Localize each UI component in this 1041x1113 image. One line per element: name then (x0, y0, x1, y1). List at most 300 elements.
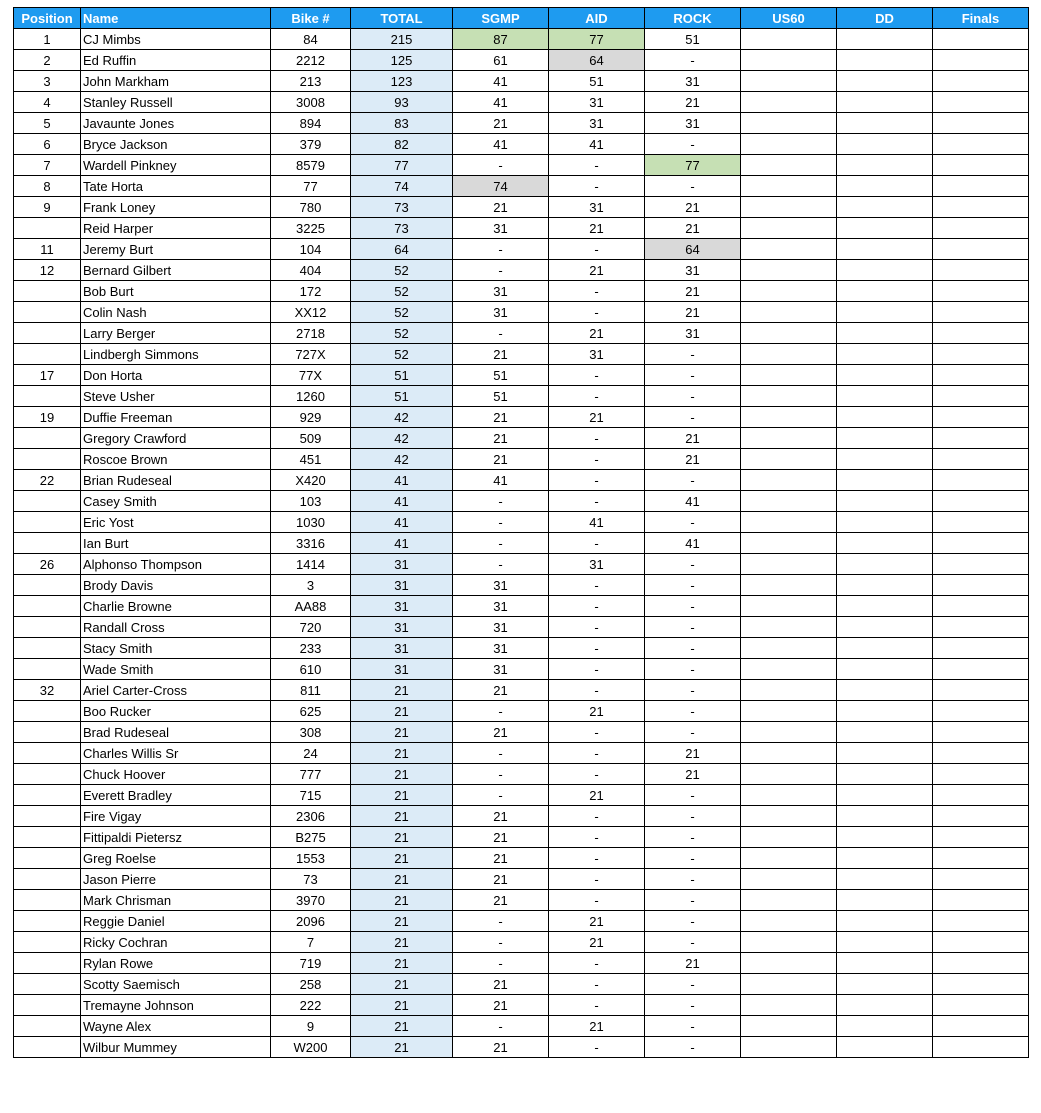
sgmp-cell: 21 (453, 1037, 549, 1058)
position-cell (14, 302, 81, 323)
table-row (14, 827, 1029, 848)
dd-cell (837, 533, 933, 554)
position-cell (14, 596, 81, 617)
finals-cell (933, 407, 1029, 428)
aid-cell: 77 (549, 29, 645, 50)
position-cell (14, 449, 81, 470)
rock-cell: - (645, 1016, 741, 1037)
sgmp-cell: 21 (453, 995, 549, 1016)
dd-cell (837, 617, 933, 638)
aid-cell: - (549, 890, 645, 911)
position-cell (14, 218, 81, 239)
dd-cell (837, 869, 933, 890)
position-cell (14, 428, 81, 449)
name-cell: Frank Loney (81, 197, 271, 218)
total-cell: 52 (351, 344, 453, 365)
dd-cell (837, 428, 933, 449)
table-row (14, 449, 1029, 470)
finals-cell (933, 617, 1029, 638)
name-cell: CJ Mimbs (81, 29, 271, 50)
sgmp-cell: 31 (453, 659, 549, 680)
dd-cell (837, 323, 933, 344)
us60-cell (741, 722, 837, 743)
aid-cell: - (549, 764, 645, 785)
position-cell: 3 (14, 71, 81, 92)
name-cell: Ian Burt (81, 533, 271, 554)
us60-cell (741, 827, 837, 848)
name-cell: Wardell Pinkney (81, 155, 271, 176)
total-cell: 77 (351, 155, 453, 176)
aid-cell: 31 (549, 554, 645, 575)
finals-cell (933, 491, 1029, 512)
total-cell: 31 (351, 596, 453, 617)
rock-cell: - (645, 680, 741, 701)
sgmp-cell: 21 (453, 449, 549, 470)
rock-cell: - (645, 344, 741, 365)
aid-cell: 64 (549, 50, 645, 71)
us60-cell (741, 176, 837, 197)
dd-cell (837, 575, 933, 596)
dd-cell (837, 995, 933, 1016)
bike-number-cell: 84 (271, 29, 351, 50)
position-cell (14, 785, 81, 806)
us60-cell (741, 953, 837, 974)
table-row (14, 407, 1029, 428)
us60-cell (741, 470, 837, 491)
table-row (14, 575, 1029, 596)
us60-cell (741, 155, 837, 176)
name-cell: Jeremy Burt (81, 239, 271, 260)
us60-cell (741, 596, 837, 617)
aid-cell: 41 (549, 134, 645, 155)
us60-cell (741, 932, 837, 953)
bike-number-cell: W200 (271, 1037, 351, 1058)
name-cell: Fire Vigay (81, 806, 271, 827)
position-cell (14, 344, 81, 365)
finals-cell (933, 764, 1029, 785)
bike-number-cell: 720 (271, 617, 351, 638)
rock-cell: - (645, 176, 741, 197)
rock-cell: - (645, 659, 741, 680)
table-row (14, 260, 1029, 281)
dd-cell (837, 134, 933, 155)
rock-cell: - (645, 869, 741, 890)
table-row (14, 113, 1029, 134)
name-cell: Reid Harper (81, 218, 271, 239)
dd-cell (837, 764, 933, 785)
sgmp-cell: 21 (453, 680, 549, 701)
name-cell: Tremayne Johnson (81, 995, 271, 1016)
bike-number-cell: 509 (271, 428, 351, 449)
rock-cell: - (645, 596, 741, 617)
position-cell (14, 911, 81, 932)
finals-cell (933, 470, 1029, 491)
rock-cell: 31 (645, 71, 741, 92)
dd-cell (837, 680, 933, 701)
aid-cell: - (549, 659, 645, 680)
table-row (14, 323, 1029, 344)
aid-cell: - (549, 743, 645, 764)
finals-cell (933, 218, 1029, 239)
rock-cell: 41 (645, 491, 741, 512)
rock-cell: 31 (645, 260, 741, 281)
finals-cell (933, 71, 1029, 92)
header-total: TOTAL (351, 8, 453, 29)
position-cell (14, 953, 81, 974)
rock-cell: - (645, 806, 741, 827)
name-cell: Wade Smith (81, 659, 271, 680)
position-cell (14, 575, 81, 596)
us60-cell (741, 848, 837, 869)
rock-cell: 21 (645, 743, 741, 764)
total-cell: 21 (351, 1016, 453, 1037)
us60-cell (741, 701, 837, 722)
us60-cell (741, 911, 837, 932)
dd-cell (837, 722, 933, 743)
bike-number-cell: 9 (271, 1016, 351, 1037)
position-cell (14, 932, 81, 953)
finals-cell (933, 638, 1029, 659)
us60-cell (741, 386, 837, 407)
table-row (14, 806, 1029, 827)
name-cell: Reggie Daniel (81, 911, 271, 932)
bike-number-cell: 780 (271, 197, 351, 218)
dd-cell (837, 554, 933, 575)
total-cell: 123 (351, 71, 453, 92)
name-cell: Greg Roelse (81, 848, 271, 869)
standings-table (13, 7, 1029, 1058)
name-cell: Wilbur Mummey (81, 1037, 271, 1058)
total-cell: 21 (351, 995, 453, 1016)
sgmp-cell: 87 (453, 29, 549, 50)
rock-cell: 21 (645, 302, 741, 323)
table-row (14, 680, 1029, 701)
total-cell: 42 (351, 428, 453, 449)
bike-number-cell: B275 (271, 827, 351, 848)
rock-cell: - (645, 365, 741, 386)
us60-cell (741, 260, 837, 281)
sgmp-cell: 61 (453, 50, 549, 71)
us60-cell (741, 890, 837, 911)
table-row (14, 848, 1029, 869)
bike-number-cell: 8579 (271, 155, 351, 176)
total-cell: 52 (351, 281, 453, 302)
aid-cell: 21 (549, 260, 645, 281)
bike-number-cell: 1414 (271, 554, 351, 575)
position-cell (14, 1037, 81, 1058)
aid-cell: - (549, 1037, 645, 1058)
table-row (14, 1037, 1029, 1058)
total-cell: 42 (351, 449, 453, 470)
name-cell: Chuck Hoover (81, 764, 271, 785)
position-cell (14, 995, 81, 1016)
name-cell: Bryce Jackson (81, 134, 271, 155)
finals-cell (933, 512, 1029, 533)
position-cell: 2 (14, 50, 81, 71)
us60-cell (741, 302, 837, 323)
bike-number-cell: 3 (271, 575, 351, 596)
dd-cell (837, 659, 933, 680)
dd-cell (837, 932, 933, 953)
sgmp-cell: - (453, 701, 549, 722)
finals-cell (933, 29, 1029, 50)
total-cell: 41 (351, 491, 453, 512)
sgmp-cell: 41 (453, 92, 549, 113)
dd-cell (837, 29, 933, 50)
sgmp-cell: - (453, 260, 549, 281)
name-cell: Ed Ruffin (81, 50, 271, 71)
position-cell (14, 617, 81, 638)
total-cell: 21 (351, 764, 453, 785)
bike-number-cell: 404 (271, 260, 351, 281)
position-cell (14, 659, 81, 680)
position-cell: 22 (14, 470, 81, 491)
table-row (14, 29, 1029, 50)
bike-number-cell: X420 (271, 470, 351, 491)
us60-cell (741, 365, 837, 386)
name-cell: Lindbergh Simmons (81, 344, 271, 365)
finals-cell (933, 827, 1029, 848)
total-cell: 52 (351, 302, 453, 323)
aid-cell: - (549, 596, 645, 617)
position-cell: 17 (14, 365, 81, 386)
rock-cell: - (645, 50, 741, 71)
total-cell: 21 (351, 701, 453, 722)
dd-cell (837, 449, 933, 470)
rock-cell: - (645, 827, 741, 848)
finals-cell (933, 197, 1029, 218)
sgmp-cell: 31 (453, 302, 549, 323)
table-row (14, 932, 1029, 953)
rock-cell: - (645, 512, 741, 533)
name-cell: Rylan Rowe (81, 953, 271, 974)
name-cell: Wayne Alex (81, 1016, 271, 1037)
total-cell: 41 (351, 470, 453, 491)
table-row (14, 491, 1029, 512)
us60-cell (741, 785, 837, 806)
dd-cell (837, 386, 933, 407)
rock-cell: 21 (645, 92, 741, 113)
finals-cell (933, 281, 1029, 302)
us60-cell (741, 344, 837, 365)
total-cell: 51 (351, 365, 453, 386)
rock-cell: - (645, 701, 741, 722)
dd-cell (837, 407, 933, 428)
us60-cell (741, 449, 837, 470)
header-row (14, 8, 1029, 29)
us60-cell (741, 428, 837, 449)
name-cell: Alphonso Thompson (81, 554, 271, 575)
name-cell: Randall Cross (81, 617, 271, 638)
bike-number-cell: 104 (271, 239, 351, 260)
total-cell: 31 (351, 554, 453, 575)
aid-cell: - (549, 638, 645, 659)
position-cell (14, 806, 81, 827)
name-cell: Stanley Russell (81, 92, 271, 113)
finals-cell (933, 449, 1029, 470)
rock-cell: - (645, 848, 741, 869)
aid-cell: 31 (549, 92, 645, 113)
sgmp-cell: 31 (453, 617, 549, 638)
rock-cell: 41 (645, 533, 741, 554)
dd-cell (837, 806, 933, 827)
name-cell: Gregory Crawford (81, 428, 271, 449)
bike-number-cell: 2096 (271, 911, 351, 932)
position-cell (14, 848, 81, 869)
position-cell: 7 (14, 155, 81, 176)
us60-cell (741, 974, 837, 995)
header-us60: US60 (741, 8, 837, 29)
position-cell (14, 386, 81, 407)
position-cell (14, 281, 81, 302)
dd-cell (837, 785, 933, 806)
bike-number-cell: 2718 (271, 323, 351, 344)
table-row (14, 428, 1029, 449)
rock-cell: - (645, 995, 741, 1016)
total-cell: 82 (351, 134, 453, 155)
total-cell: 21 (351, 806, 453, 827)
finals-cell (933, 92, 1029, 113)
aid-cell: - (549, 806, 645, 827)
sgmp-cell: - (453, 512, 549, 533)
aid-cell: 21 (549, 932, 645, 953)
name-cell: Brian Rudeseal (81, 470, 271, 491)
name-cell: Tate Horta (81, 176, 271, 197)
aid-cell: - (549, 239, 645, 260)
dd-cell (837, 491, 933, 512)
sgmp-cell: - (453, 932, 549, 953)
table-row (14, 239, 1029, 260)
sgmp-cell: - (453, 743, 549, 764)
rock-cell: 31 (645, 113, 741, 134)
rock-cell: - (645, 932, 741, 953)
table-row (14, 134, 1029, 155)
aid-cell: - (549, 869, 645, 890)
dd-cell (837, 344, 933, 365)
table-row (14, 995, 1029, 1016)
name-cell: Larry Berger (81, 323, 271, 344)
sgmp-cell: - (453, 785, 549, 806)
sgmp-cell: 51 (453, 365, 549, 386)
bike-number-cell: 1553 (271, 848, 351, 869)
bike-number-cell: 451 (271, 449, 351, 470)
position-cell: 8 (14, 176, 81, 197)
aid-cell: - (549, 848, 645, 869)
table-row (14, 722, 1029, 743)
sgmp-cell: 41 (453, 134, 549, 155)
aid-cell: 21 (549, 218, 645, 239)
finals-cell (933, 554, 1029, 575)
aid-cell: - (549, 365, 645, 386)
name-cell: Fittipaldi Pietersz (81, 827, 271, 848)
rock-cell: - (645, 407, 741, 428)
sgmp-cell: 21 (453, 197, 549, 218)
dd-cell (837, 890, 933, 911)
header-name: Name (81, 8, 271, 29)
bike-number-cell: 894 (271, 113, 351, 134)
us60-cell (741, 659, 837, 680)
us60-cell (741, 491, 837, 512)
finals-cell (933, 911, 1029, 932)
bike-number-cell: 610 (271, 659, 351, 680)
finals-cell (933, 869, 1029, 890)
table-row (14, 470, 1029, 491)
us60-cell (741, 512, 837, 533)
position-cell: 4 (14, 92, 81, 113)
aid-cell: - (549, 281, 645, 302)
rock-cell: - (645, 638, 741, 659)
position-cell: 12 (14, 260, 81, 281)
table-row (14, 197, 1029, 218)
finals-cell (933, 134, 1029, 155)
us60-cell (741, 680, 837, 701)
finals-cell (933, 113, 1029, 134)
sgmp-cell: 41 (453, 71, 549, 92)
position-cell (14, 722, 81, 743)
name-cell: Javaunte Jones (81, 113, 271, 134)
dd-cell (837, 365, 933, 386)
dd-cell (837, 239, 933, 260)
name-cell: Bob Burt (81, 281, 271, 302)
name-cell: Eric Yost (81, 512, 271, 533)
position-cell (14, 533, 81, 554)
table-row (14, 386, 1029, 407)
finals-cell (933, 806, 1029, 827)
sgmp-cell: - (453, 1016, 549, 1037)
sgmp-cell: 31 (453, 218, 549, 239)
total-cell: 21 (351, 890, 453, 911)
finals-cell (933, 848, 1029, 869)
us60-cell (741, 575, 837, 596)
aid-cell: - (549, 470, 645, 491)
total-cell: 31 (351, 575, 453, 596)
bike-number-cell: 24 (271, 743, 351, 764)
dd-cell (837, 71, 933, 92)
finals-cell (933, 239, 1029, 260)
table-row (14, 533, 1029, 554)
total-cell: 21 (351, 1037, 453, 1058)
dd-cell (837, 911, 933, 932)
position-cell: 5 (14, 113, 81, 134)
name-cell: Stacy Smith (81, 638, 271, 659)
name-cell: Brad Rudeseal (81, 722, 271, 743)
table-row (14, 155, 1029, 176)
header-dd: DD (837, 8, 933, 29)
aid-cell: - (549, 428, 645, 449)
sgmp-cell: 21 (453, 974, 549, 995)
dd-cell (837, 470, 933, 491)
bike-number-cell: 77 (271, 176, 351, 197)
total-cell: 21 (351, 848, 453, 869)
finals-cell (933, 575, 1029, 596)
rock-cell: 64 (645, 239, 741, 260)
aid-cell: 21 (549, 407, 645, 428)
bike-number-cell: 213 (271, 71, 351, 92)
us60-cell (741, 113, 837, 134)
aid-cell: - (549, 302, 645, 323)
rock-cell: 21 (645, 218, 741, 239)
bike-number-cell: 172 (271, 281, 351, 302)
rock-cell: - (645, 722, 741, 743)
finals-cell (933, 50, 1029, 71)
position-cell: 11 (14, 239, 81, 260)
rock-cell: 31 (645, 323, 741, 344)
name-cell: Charlie Browne (81, 596, 271, 617)
dd-cell (837, 1037, 933, 1058)
total-cell: 21 (351, 911, 453, 932)
dd-cell (837, 638, 933, 659)
table-row (14, 365, 1029, 386)
